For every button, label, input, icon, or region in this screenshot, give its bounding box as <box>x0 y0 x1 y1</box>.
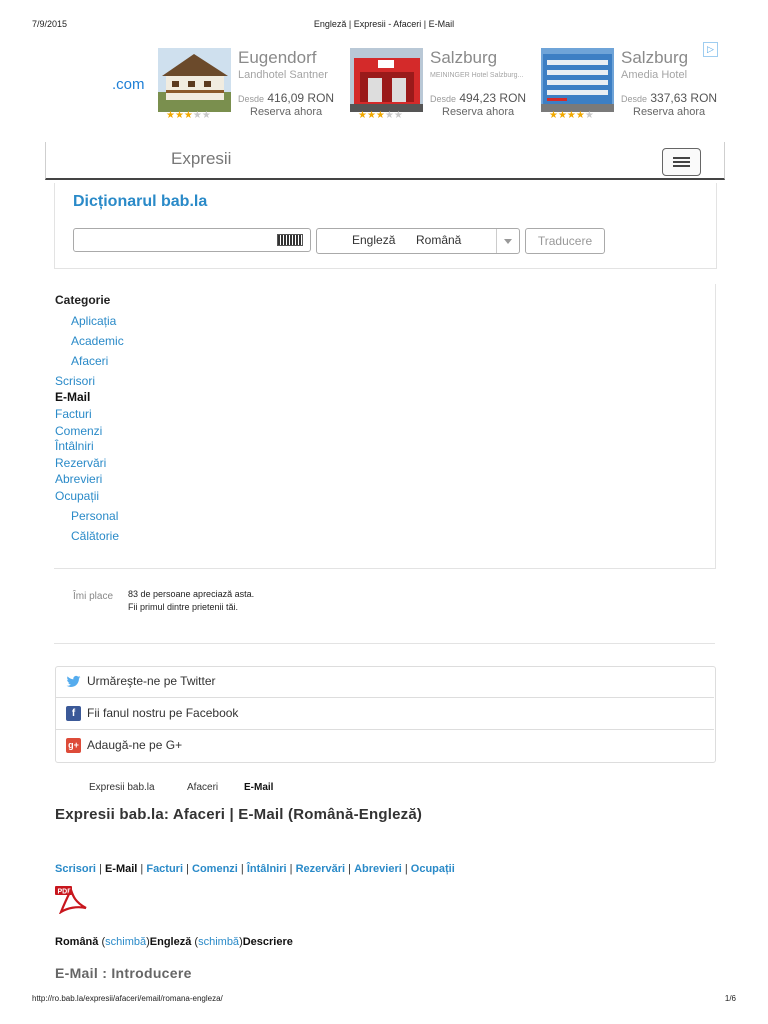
breadcrumb-current: E-Mail <box>244 782 274 793</box>
print-date: 7/9/2015 <box>32 19 68 29</box>
category-item[interactable]: Personal <box>71 509 119 523</box>
category-heading: Categorie <box>55 293 111 307</box>
category-item[interactable]: Scrisori <box>55 374 96 388</box>
facebook-fan-link[interactable] <box>55 697 714 729</box>
sublink-email-current: E-Mail <box>104 863 138 875</box>
hotel-subtitle: Landhotel Santner <box>238 69 328 81</box>
category-item[interactable]: Ocupații <box>55 489 100 503</box>
print-url: http://ro.bab.la/expresii/afaceri/email/romana-engleza/ <box>32 994 223 1003</box>
print-title: Engleză | Expresii - Afaceri | E-Mail <box>313 19 455 29</box>
sublink-abrevieri[interactable]: Abrevieri <box>354 863 402 875</box>
category-item[interactable]: Aplicația <box>71 314 117 328</box>
lang2-label: Engleză <box>149 936 192 948</box>
hamburger-icon <box>673 157 690 159</box>
hotel-name[interactable]: Salzburg <box>430 48 498 67</box>
subcategory-links: Scrisori | E-Mail | Facturi | Comenzi | Întâlniri | Rezervări | Abrevieri | Ocupații <box>55 863 455 875</box>
sublink-rezervari[interactable]: Rezervări <box>295 863 346 875</box>
chevron-down-icon[interactable] <box>496 229 520 253</box>
translate-button[interactable]: Traducere <box>525 228 605 254</box>
print-page-number: 1/6 <box>724 994 736 1003</box>
page-title: Expresii bab.la: Afaceri | E-Mail (Română-Engleză) <box>55 806 423 823</box>
hotel-ad-1[interactable] <box>158 46 348 124</box>
breadcrumb-item[interactable]: Afaceri <box>187 782 219 793</box>
hotel-ad-3[interactable] <box>541 46 731 124</box>
hotel-photo[interactable] <box>541 48 614 112</box>
like-count-text: 83 de persoane apreciază asta. <box>128 589 255 599</box>
category-item[interactable]: Întâlniri <box>55 439 94 453</box>
hotel-subtitle: MEININGER Hotel Salzburg... <box>430 72 524 79</box>
sublink-scrisori[interactable]: Scrisori <box>55 863 96 875</box>
description-label: Descriere <box>242 936 293 948</box>
sublink-comenzi[interactable]: Comenzi <box>192 863 238 875</box>
hotel-book-link[interactable]: Reserva ahora <box>250 106 323 118</box>
language-header-row: Română (schimbă)Engleză (schimbă)Descriere <box>55 936 293 948</box>
sublink-intalniri[interactable]: Întâlniri <box>246 863 287 875</box>
hotel-price: Desde 337,63 RON <box>621 91 718 105</box>
svg-text:PDF: PDF <box>57 888 72 896</box>
language-to: Română <box>416 233 462 247</box>
googleplus-add-link[interactable] <box>55 729 714 761</box>
category-item[interactable]: Afaceri <box>71 354 109 368</box>
hotel-rating: ★★★★★ <box>166 110 211 121</box>
category-item[interactable]: Călătorie <box>71 529 120 543</box>
category-item[interactable]: Academic <box>71 334 124 348</box>
hotel-price: Desde 416,09 RON <box>238 91 335 105</box>
hotel-book-link[interactable]: Reserva ahora <box>442 106 515 118</box>
like-button[interactable]: Îmi place <box>73 591 114 602</box>
change-lang1-link[interactable]: schimbă <box>105 936 147 948</box>
facebook-icon: f <box>66 706 81 721</box>
category-item[interactable]: Abrevieri <box>55 472 103 486</box>
twitter-follow-link[interactable] <box>55 666 714 697</box>
nav-bar <box>45 142 725 180</box>
language-from: Engleză <box>352 233 396 247</box>
hotel-price: Desde 494,23 RON <box>430 91 527 105</box>
lang1-label: Română <box>55 936 99 948</box>
hotel-rating: ★★★★★ <box>358 110 403 121</box>
dictionary-title[interactable]: Dicționarul bab.la <box>73 193 208 210</box>
ad-domain-text[interactable]: .com <box>112 76 145 93</box>
ad-choices-icon[interactable]: ▷ <box>703 42 718 57</box>
search-input[interactable] <box>73 228 311 252</box>
category-item[interactable]: Comenzi <box>55 424 103 438</box>
social-label: Urmăreşte-ne pe Twitter <box>87 674 216 688</box>
like-friends-text: Fii primul dintre prietenii tăi. <box>128 602 239 612</box>
pdf-icon[interactable] <box>55 884 89 914</box>
category-item[interactable]: Rezervări <box>55 456 107 470</box>
hotel-subtitle: Amedia Hotel <box>621 69 688 81</box>
sublink-facturi[interactable]: Facturi <box>146 863 184 875</box>
breadcrumb-item[interactable]: Expresii bab.la <box>89 782 155 793</box>
social-label: Adaugă-ne pe G+ <box>87 738 183 752</box>
hotel-name[interactable]: Eugendorf <box>238 48 317 67</box>
googleplus-icon: g+ <box>66 738 81 753</box>
category-item[interactable]: Facturi <box>55 407 92 421</box>
hotel-photo[interactable] <box>350 48 423 112</box>
hotel-photo[interactable] <box>158 48 231 112</box>
change-lang2-link[interactable]: schimbă <box>198 936 240 948</box>
social-label: Fii fanul nostru pe Facebook <box>87 706 239 720</box>
category-box <box>54 284 716 569</box>
twitter-icon <box>66 674 81 689</box>
hotel-book-link[interactable]: Reserva ahora <box>633 106 706 118</box>
divider <box>54 643 715 644</box>
hotel-ad-2[interactable] <box>350 46 540 124</box>
category-item-active[interactable]: E-Mail <box>55 390 91 404</box>
keyboard-icon[interactable] <box>277 234 303 246</box>
section-title: E-Mail : Introducere <box>55 965 192 981</box>
menu-button[interactable] <box>662 148 701 176</box>
hotel-name[interactable]: Salzburg <box>621 48 689 67</box>
nav-title[interactable]: Expresii <box>171 149 232 168</box>
sublink-ocupatii[interactable]: Ocupații <box>410 863 455 875</box>
hotel-rating: ★★★★★ <box>549 110 594 121</box>
